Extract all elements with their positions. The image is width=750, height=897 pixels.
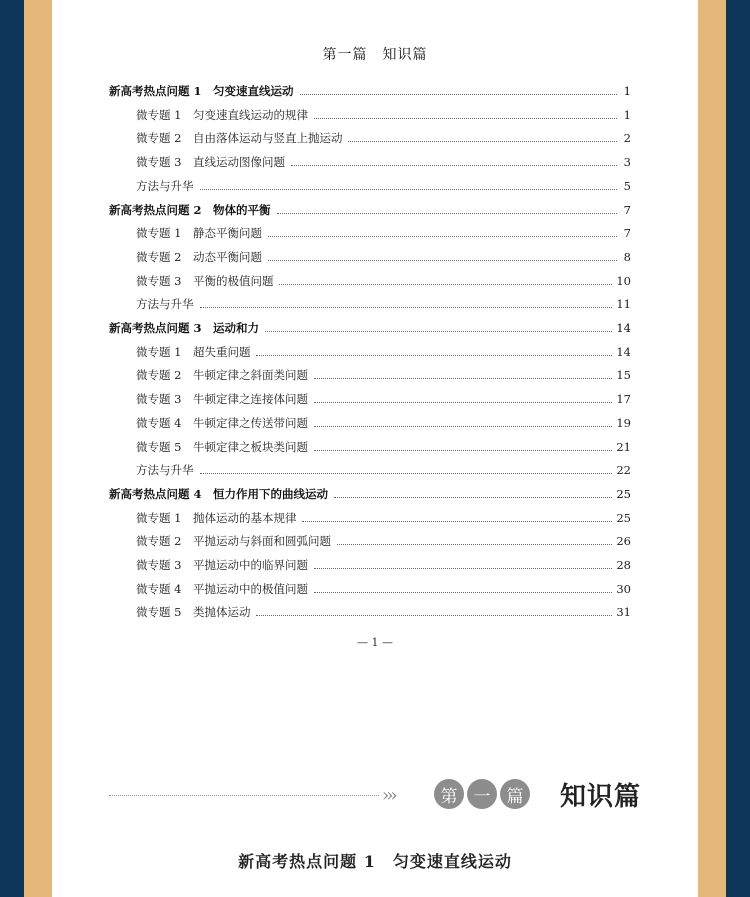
dot-leader <box>256 614 612 616</box>
toc-entry-label: 微专题 2 动态平衡问题 <box>136 249 262 264</box>
toc-chapter-entry[interactable] <box>109 78 631 98</box>
dot-leader <box>314 117 617 119</box>
dot-leader <box>268 235 617 237</box>
toc-subentry[interactable] <box>109 505 631 525</box>
toc-entry-label: 方法与升华 <box>136 178 194 193</box>
dot-leader <box>314 567 612 569</box>
toc-chapter-entry[interactable] <box>109 197 631 217</box>
toc-entry-label: 微专题 1 静态平衡问题 <box>136 226 262 241</box>
toc-entry-label: 微专题 2 自由落体运动与竖直上抛运动 <box>136 131 343 146</box>
dot-leader <box>277 212 617 214</box>
toc-entry-page: 14 <box>616 321 631 335</box>
dot-leader <box>314 401 612 403</box>
toc-subentry[interactable] <box>109 291 631 311</box>
toc-entry-label: 微专题 2 平抛运动与斜面和圆弧问题 <box>136 534 331 549</box>
dot-leader <box>265 330 612 332</box>
toc-subentry[interactable] <box>109 268 631 288</box>
toc-entry-page: 7 <box>623 202 631 217</box>
dot-leader <box>337 543 612 545</box>
toc-entry-label: 新高考热点问题 4 恒力作用下的曲线运动 <box>109 486 329 501</box>
toc-entry-label: 方法与升华 <box>136 463 194 478</box>
dot-leader <box>268 259 617 261</box>
toc-entry-label: 新高考热点问题 3 运动和力 <box>109 321 260 335</box>
toc-entry-label: 新高考热点问题 2 物体的平衡 <box>109 202 271 217</box>
dot-leader <box>200 472 613 474</box>
toc-entry-page: 10 <box>616 273 631 288</box>
toc-subentry[interactable] <box>109 173 631 193</box>
toc-entry-label: 微专题 5 牛顿定律之板块类问题 <box>136 439 308 454</box>
dot-leader <box>302 520 612 522</box>
toc-chapter-entry[interactable] <box>109 315 631 335</box>
toc-subentry[interactable] <box>109 410 631 430</box>
dot-leader <box>314 425 612 427</box>
section-heading: 新高考热点问题 1 匀变速直线运动 <box>238 852 512 871</box>
page-number: — 1 — <box>357 636 393 649</box>
toc-entry-label: 微专题 4 平抛运动中的极值问题 <box>136 581 308 596</box>
toc-chapter-entry[interactable] <box>109 481 631 501</box>
toc-entry-label: 微专题 3 直线运动图像问题 <box>136 155 285 170</box>
toc-entry-page: 31 <box>616 605 631 620</box>
toc-entry-page: 1 <box>623 84 631 98</box>
toc-entry-page: 15 <box>616 368 631 383</box>
toc-entry-page: 30 <box>616 581 631 596</box>
dot-leader <box>314 449 612 451</box>
toc-subentry[interactable] <box>109 457 631 477</box>
toc-entry-page: 3 <box>623 155 631 170</box>
toc-subentry[interactable] <box>109 149 631 169</box>
dot-leader <box>314 591 612 593</box>
toc-entry-page: 17 <box>616 392 631 407</box>
toc-subentry[interactable] <box>109 386 631 406</box>
toc-entry-label: 微专题 3 牛顿定律之连接体问题 <box>136 392 308 407</box>
toc-subentry[interactable] <box>109 599 631 619</box>
toc-entry-page: 14 <box>616 344 631 359</box>
part-badge <box>434 779 530 809</box>
left-gold-border <box>24 0 52 897</box>
toc-entry-page: 25 <box>616 486 631 501</box>
toc-entry-page: 11 <box>616 297 631 312</box>
toc-entry-page: 19 <box>616 415 631 430</box>
toc-subentry[interactable] <box>109 528 631 548</box>
toc-title: 第一篇 知识篇 <box>322 47 428 63</box>
dot-leader <box>291 164 617 166</box>
toc-entry-label: 新高考热点问题 1 匀变速直线运动 <box>109 84 294 98</box>
dot-leader <box>256 354 612 356</box>
toc-entry-label: 微专题 3 平抛运动中的临界问题 <box>136 558 308 572</box>
part-badge-char: 第 <box>434 779 464 809</box>
toc-subentry[interactable] <box>109 576 631 596</box>
part-badge-char: 一 <box>467 779 497 809</box>
toc-entry-label: 微专题 4 牛顿定律之传送带问题 <box>136 415 308 430</box>
dotted-divider <box>109 795 379 796</box>
toc-subentry[interactable] <box>109 220 631 240</box>
dot-leader <box>314 377 612 379</box>
toc-subentry[interactable] <box>109 244 631 264</box>
toc-entry-label: 微专题 3 平衡的极值问题 <box>136 273 274 288</box>
toc-entry-label: 微专题 1 匀变速直线运动的规律 <box>136 107 308 122</box>
toc-entry-label: 微专题 5 类抛体运动 <box>136 605 251 620</box>
toc-subentry[interactable] <box>109 339 631 359</box>
dot-leader <box>279 283 612 285</box>
toc-entry-page: 7 <box>623 226 631 241</box>
part-name: 知识篇 <box>560 782 642 812</box>
toc-entry-page: 21 <box>616 439 631 454</box>
toc-entry-page: 22 <box>616 463 631 478</box>
dot-leader <box>334 496 612 498</box>
book-page <box>52 0 698 897</box>
dot-leader <box>348 140 617 142</box>
toc-subentry[interactable] <box>109 102 631 122</box>
toc-entry-page: 5 <box>623 178 631 193</box>
dot-leader <box>200 188 618 190</box>
toc-entry-label: 方法与升华 <box>136 297 194 312</box>
toc-entry-page: 28 <box>616 558 631 572</box>
toc-entry-label: 微专题 2 牛顿定律之斜面类问题 <box>136 368 308 383</box>
toc-entry-page: 1 <box>623 107 631 122</box>
toc-entry-page: 2 <box>623 131 631 146</box>
toc-subentry[interactable] <box>109 434 631 454</box>
arrows-icon: ››› <box>382 785 395 806</box>
toc-entry-label: 微专题 1 超失重问题 <box>136 344 251 359</box>
toc-subentry[interactable] <box>109 552 631 572</box>
toc-entry-page: 8 <box>623 249 631 264</box>
part-badge-char: 篇 <box>500 779 530 809</box>
right-gold-border <box>698 0 726 897</box>
dot-leader <box>200 306 613 308</box>
toc-entry-label: 微专题 1 抛体运动的基本规律 <box>136 510 297 525</box>
toc-subentry[interactable] <box>109 125 631 145</box>
toc-entry-page: 26 <box>616 534 631 549</box>
toc-entry-page: 25 <box>616 510 631 525</box>
toc-subentry[interactable] <box>109 362 631 382</box>
dot-leader <box>300 93 617 95</box>
